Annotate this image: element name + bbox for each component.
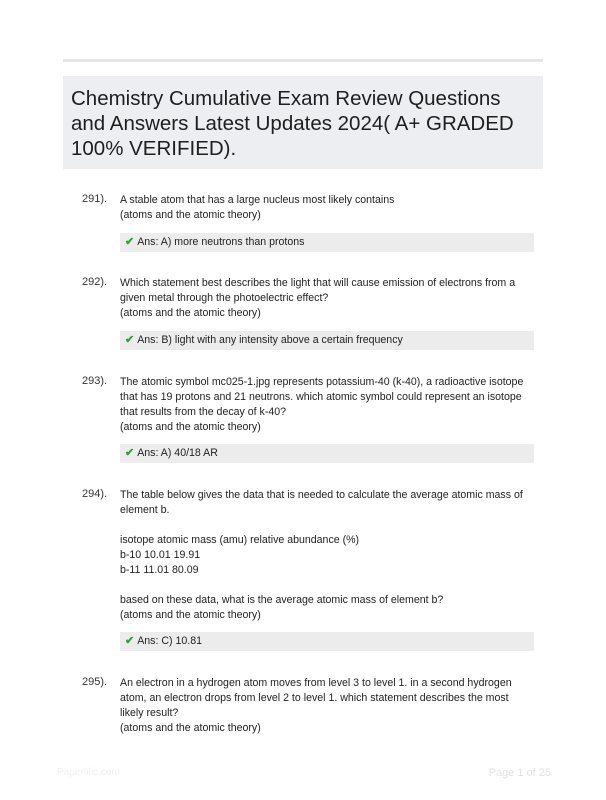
answer-box [120,233,534,252]
table-row-line: b-11 11.01 80.09 [120,564,199,576]
title-banner [63,76,543,169]
question-line: Which statement best describes the light that will cause emission of electrons from a given metal through the photoelectric effect? [120,277,516,304]
table-header-line: isotope atomic mass (amu) relative abundance (%) [120,534,360,546]
question-text [120,488,535,623]
question-number: 292). [82,276,108,288]
question-line: The atomic symbol mc025-1.jpg represents potassium-40 (k-40), a radioactive isotope that has 19 protons and 21 neutrons. which atomic symbol could represent an isotope that results from the decay of k-40? [120,376,524,418]
question-text [120,676,535,736]
question-line: The table below gives the data that is needed to calculate the average atomic mass of element b. [120,489,523,516]
question-topic: (atoms and the atomic theory) [120,209,261,221]
checkmark-icon: ✔ [125,635,135,647]
question-line: A stable atom that has a large nucleus most likely contains [120,194,395,206]
question-topic: (atoms and the atomic theory) [120,722,261,734]
question-text [120,276,535,321]
table-row-line: b-10 10.01 19.91 [120,549,201,561]
question-topic: (atoms and the atomic theory) [120,307,261,319]
question-number: 291). [82,193,108,205]
spacer [120,518,535,533]
answer-box [120,331,534,350]
answer-text: Ans: C) 10.81 [137,635,202,647]
question-number: 295). [82,676,108,688]
page-indicator: Page 1 of 25 [488,767,551,779]
question-text [120,375,535,435]
answer-text: Ans: A) more neutrons than protons [137,236,305,248]
document-title: Chemistry Cumulative Exam Review Questions and Answers Latest Updates 2024( A+ GRADED 100% VERIFIED). [71,87,514,160]
checkmark-icon: ✔ [125,236,135,248]
checkmark-icon: ✔ [125,334,135,346]
checkmark-icon: ✔ [125,447,135,459]
question-topic: (atoms and the atomic theory) [120,421,261,433]
answer-box [120,444,534,463]
question-line: An electron in a hydrogen atom moves from level 3 to level 1. in a second hydrogen atom, an electron drops from level 2 to level 1. which statement describes the most likely result? [120,677,512,719]
answer-box [120,632,534,651]
question-number: 294). [82,488,108,500]
answer-text: Ans: A) 40/18 AR [137,447,218,459]
question-number: 293). [82,375,108,387]
footer-site-watermark: Papertilic.com [57,767,120,778]
question-topic: (atoms and the atomic theory) [120,609,261,621]
question-line: based on these data, what is the average atomic mass of element b? [120,594,444,606]
question-text [120,193,535,223]
top-divider [63,59,543,62]
spacer [120,578,535,593]
answer-text: Ans: B) light with any intensity above a certain frequency [137,334,403,346]
